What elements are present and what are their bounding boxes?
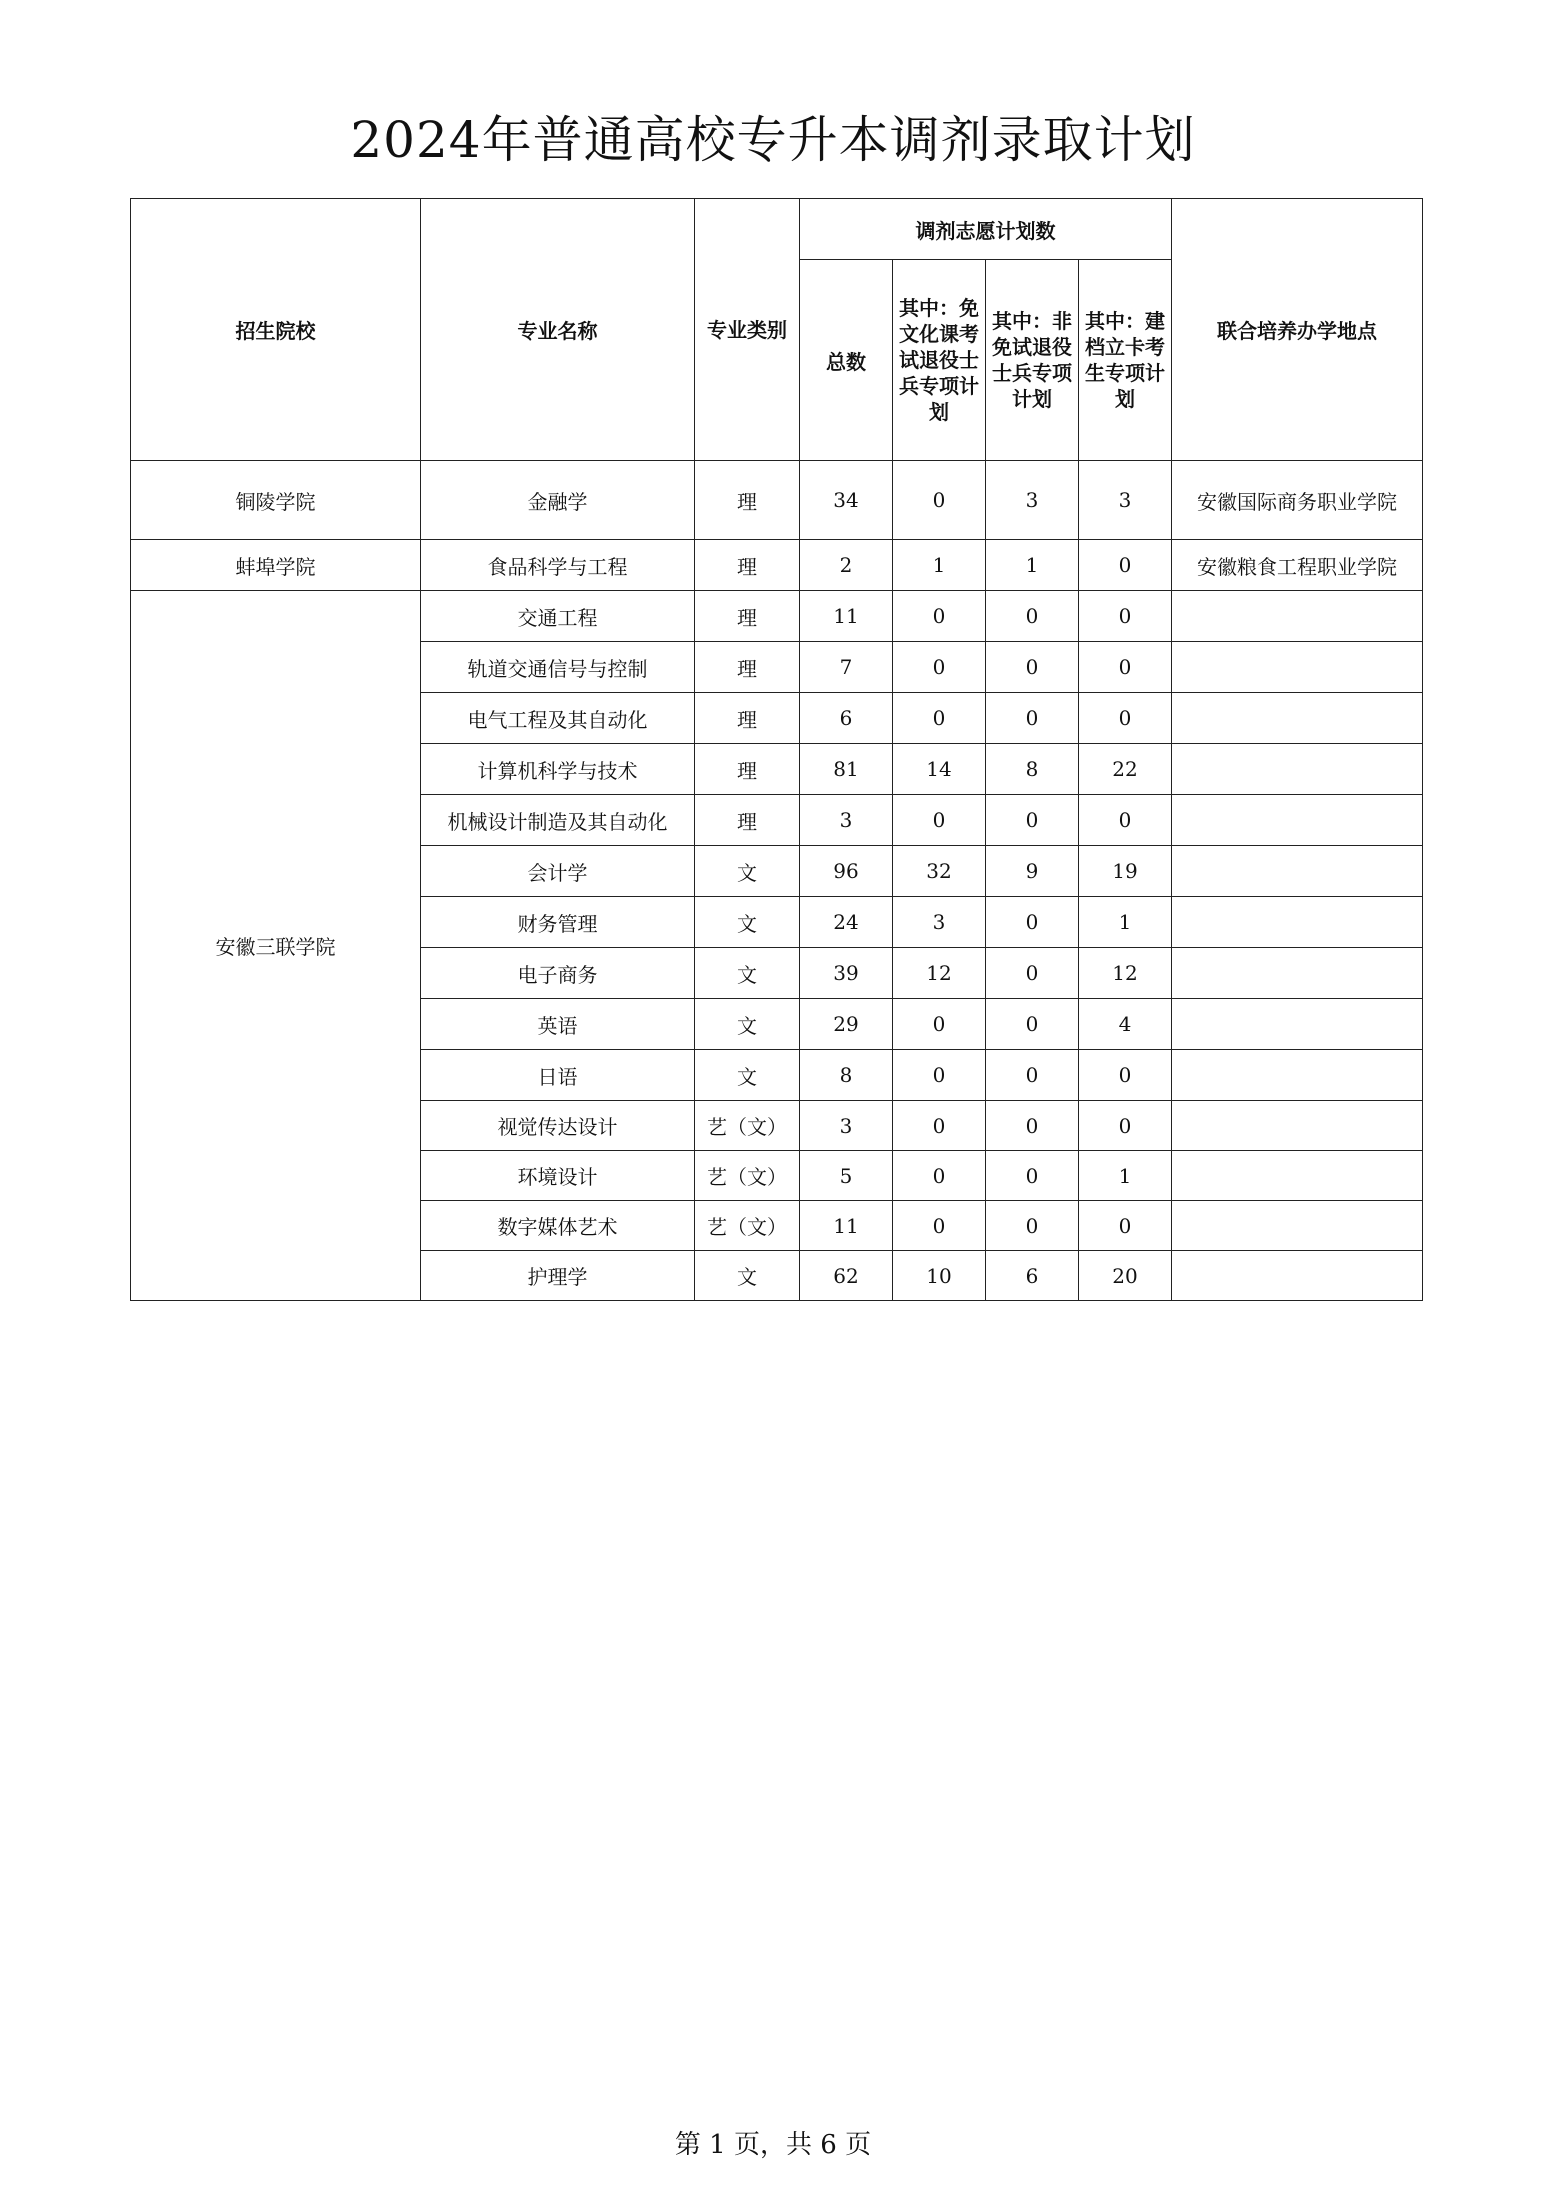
page-title: 2024年普通高校专升本调剂录取计划 (350, 111, 1196, 169)
header-total: 总数 (800, 260, 893, 461)
total-cell: 2 (800, 540, 893, 591)
enrollment-plan-table (130, 198, 1423, 1301)
sub2-cell: 1 (986, 540, 1079, 591)
category-cell: 文 (695, 897, 800, 948)
location-cell (1172, 744, 1423, 795)
header-location: 联合培养办学地点 (1172, 199, 1423, 461)
major-cell: 电子商务 (421, 948, 695, 999)
sub3-cell: 0 (1079, 591, 1172, 642)
total-cell: 29 (800, 999, 893, 1050)
sub3-cell: 19 (1079, 846, 1172, 897)
header-major: 专业名称 (421, 199, 695, 461)
location-cell (1172, 1101, 1423, 1151)
sub1-cell: 0 (893, 1101, 986, 1151)
category-cell: 艺（文） (695, 1101, 800, 1151)
category-cell: 文 (695, 846, 800, 897)
sub1-cell: 0 (893, 795, 986, 846)
header-category (695, 199, 800, 461)
major-cell: 英语 (421, 999, 695, 1050)
major-cell: 护理学 (421, 1251, 695, 1301)
category-cell: 文 (695, 999, 800, 1050)
category-cell: 理 (695, 642, 800, 693)
major-cell: 机械设计制造及其自动化 (421, 795, 695, 846)
location-cell (1172, 693, 1423, 744)
major-cell: 日语 (421, 1050, 695, 1101)
location-cell (1172, 591, 1423, 642)
school-cell: 安徽三联学院 (131, 591, 421, 1301)
location-cell (1172, 999, 1423, 1050)
sub1-cell: 0 (893, 999, 986, 1050)
sub3-cell: 0 (1079, 1050, 1172, 1101)
total-cell: 7 (800, 642, 893, 693)
sub1-cell: 10 (893, 1251, 986, 1301)
location-cell (1172, 1201, 1423, 1251)
total-cell: 39 (800, 948, 893, 999)
sub2-cell: 0 (986, 948, 1079, 999)
category-cell: 理 (695, 461, 800, 540)
total-cell: 96 (800, 846, 893, 897)
total-cell: 6 (800, 693, 893, 744)
location-cell (1172, 795, 1423, 846)
category-cell: 理 (695, 795, 800, 846)
total-cell: 62 (800, 1251, 893, 1301)
total-cell: 34 (800, 461, 893, 540)
header-sub1: 其中：免文化课考试退役士兵专项计划 (893, 260, 986, 461)
major-cell: 会计学 (421, 846, 695, 897)
location-cell (1172, 846, 1423, 897)
sub1-cell: 14 (893, 744, 986, 795)
category-cell: 理 (695, 591, 800, 642)
sub3-cell: 0 (1079, 795, 1172, 846)
sub2-cell: 3 (986, 461, 1079, 540)
total-cell: 24 (800, 897, 893, 948)
sub1-cell: 1 (893, 540, 986, 591)
sub1-cell: 32 (893, 846, 986, 897)
major-cell: 财务管理 (421, 897, 695, 948)
location-cell (1172, 1251, 1423, 1301)
category-cell: 理 (695, 693, 800, 744)
sub3-cell: 0 (1079, 1101, 1172, 1151)
total-cell: 5 (800, 1151, 893, 1201)
location-cell (1172, 948, 1423, 999)
sub3-cell: 4 (1079, 999, 1172, 1050)
table-row (131, 461, 1423, 540)
location-cell (1172, 642, 1423, 693)
sub1-cell: 0 (893, 591, 986, 642)
header-school: 招生院校 (131, 199, 421, 461)
location-cell: 安徽国际商务职业学院 (1172, 461, 1423, 540)
sub2-cell: 8 (986, 744, 1079, 795)
header-category-text: 专业类别 (707, 317, 787, 342)
total-cell: 3 (800, 1101, 893, 1151)
sub3-cell: 0 (1079, 540, 1172, 591)
sub2-cell: 0 (986, 795, 1079, 846)
total-cell: 8 (800, 1050, 893, 1101)
sub3-cell: 12 (1079, 948, 1172, 999)
school-cell: 蚌埠学院 (131, 540, 421, 591)
location-cell (1172, 897, 1423, 948)
category-cell: 理 (695, 744, 800, 795)
sub2-cell: 0 (986, 1201, 1079, 1251)
major-cell: 电气工程及其自动化 (421, 693, 695, 744)
major-cell: 轨道交通信号与控制 (421, 642, 695, 693)
total-cell: 3 (800, 795, 893, 846)
category-cell: 艺（文） (695, 1201, 800, 1251)
location-cell (1172, 1050, 1423, 1101)
category-cell: 艺（文） (695, 1151, 800, 1201)
major-cell: 食品科学与工程 (421, 540, 695, 591)
category-cell: 理 (695, 540, 800, 591)
sub3-cell: 0 (1079, 1201, 1172, 1251)
sub2-cell: 0 (986, 642, 1079, 693)
total-cell: 81 (800, 744, 893, 795)
major-cell: 视觉传达设计 (421, 1101, 695, 1151)
total-cell: 11 (800, 591, 893, 642)
sub2-cell: 0 (986, 999, 1079, 1050)
page-footer: 第 1 页，共 6 页 (674, 2130, 872, 2160)
category-cell: 文 (695, 1050, 800, 1101)
total-cell: 11 (800, 1201, 893, 1251)
sub3-cell: 0 (1079, 642, 1172, 693)
sub1-cell: 0 (893, 642, 986, 693)
location-cell (1172, 1151, 1423, 1201)
sub3-cell: 1 (1079, 1151, 1172, 1201)
category-cell: 文 (695, 1251, 800, 1301)
major-cell: 环境设计 (421, 1151, 695, 1201)
sub3-cell: 3 (1079, 461, 1172, 540)
sub2-cell: 0 (986, 1151, 1079, 1201)
sub2-cell: 6 (986, 1251, 1079, 1301)
sub2-cell: 9 (986, 846, 1079, 897)
header-sub3: 其中：建档立卡考生专项计划 (1079, 260, 1172, 461)
header-plan-group: 调剂志愿计划数 (800, 199, 1172, 260)
sub1-cell: 0 (893, 1050, 986, 1101)
sub2-cell: 0 (986, 1050, 1079, 1101)
table-row (131, 540, 1423, 591)
sub3-cell: 20 (1079, 1251, 1172, 1301)
major-cell: 金融学 (421, 461, 695, 540)
location-cell: 安徽粮食工程职业学院 (1172, 540, 1423, 591)
major-cell: 计算机科学与技术 (421, 744, 695, 795)
school-cell: 铜陵学院 (131, 461, 421, 540)
sub1-cell: 12 (893, 948, 986, 999)
category-cell: 文 (695, 948, 800, 999)
sub1-cell: 0 (893, 1151, 986, 1201)
sub1-cell: 0 (893, 461, 986, 540)
sub3-cell: 1 (1079, 897, 1172, 948)
sub2-cell: 0 (986, 693, 1079, 744)
sub1-cell: 0 (893, 1201, 986, 1251)
sub1-cell: 3 (893, 897, 986, 948)
header-sub2: 其中：非免试退役士兵专项计划 (986, 260, 1079, 461)
sub2-cell: 0 (986, 897, 1079, 948)
major-cell: 交通工程 (421, 591, 695, 642)
sub2-cell: 0 (986, 1101, 1079, 1151)
table-row (131, 591, 1423, 642)
sub3-cell: 22 (1079, 744, 1172, 795)
sub1-cell: 0 (893, 693, 986, 744)
sub3-cell: 0 (1079, 693, 1172, 744)
major-cell: 数字媒体艺术 (421, 1201, 695, 1251)
sub2-cell: 0 (986, 591, 1079, 642)
